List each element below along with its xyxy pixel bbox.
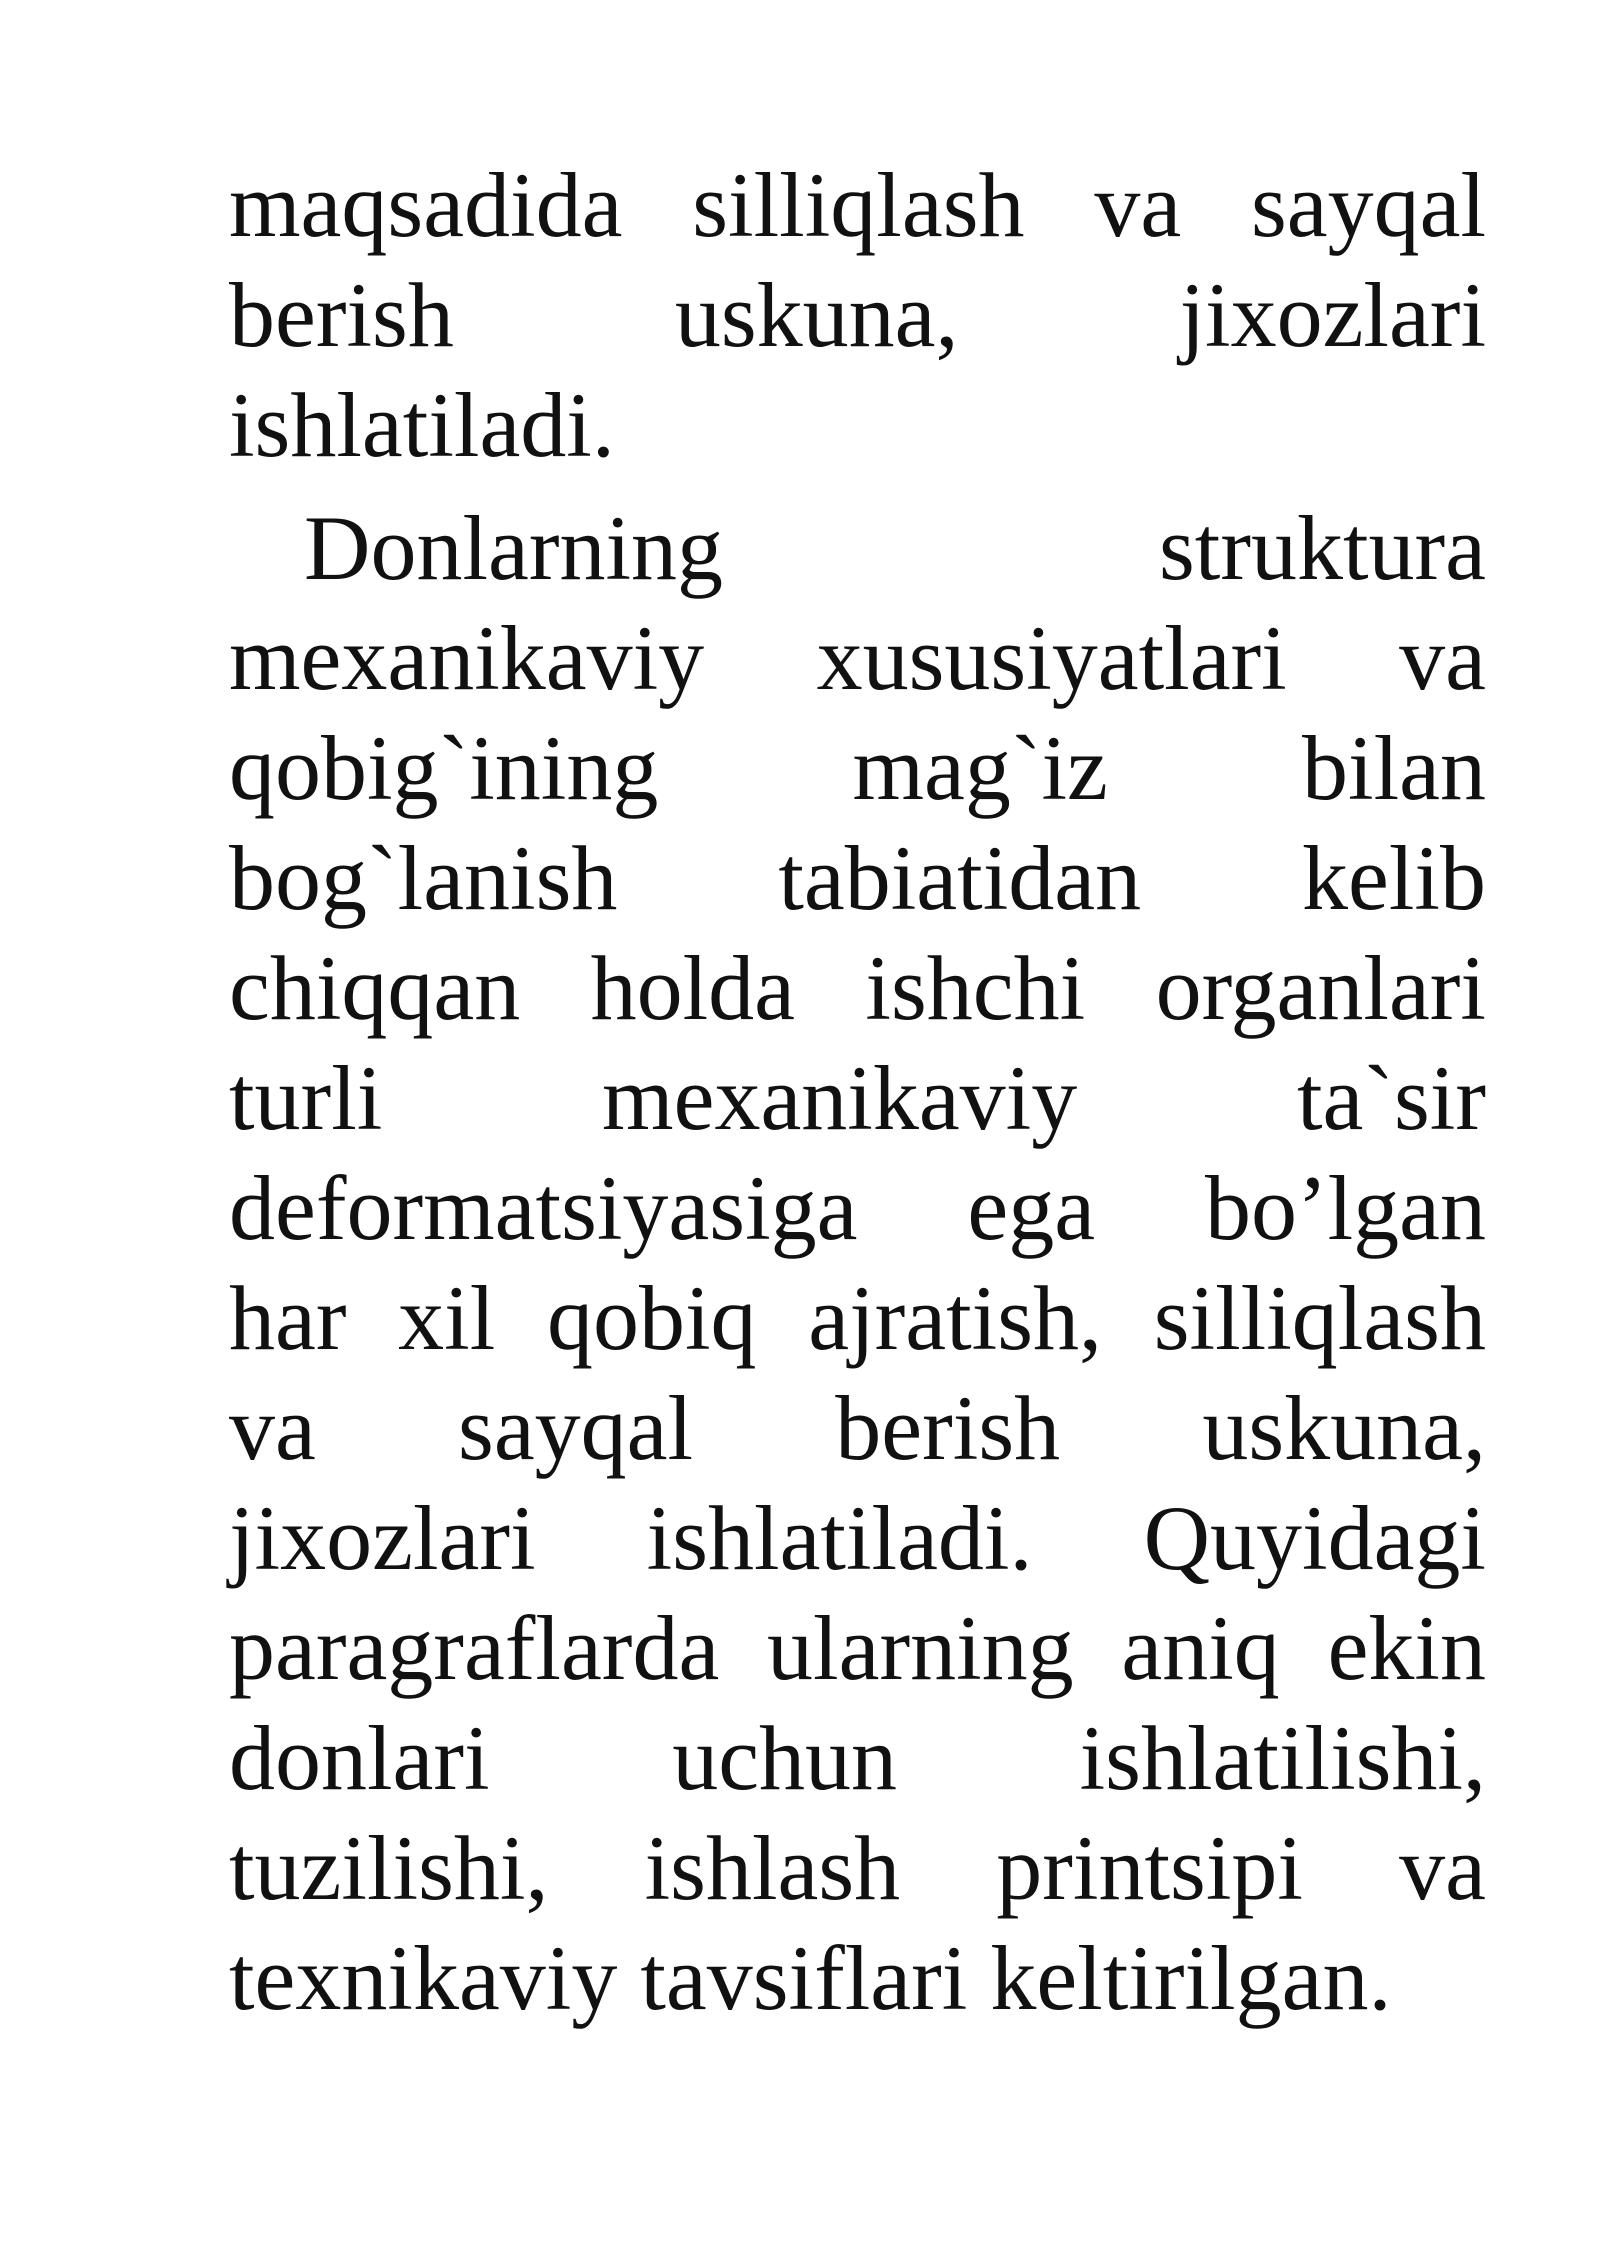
- word: mag`iz: [852, 717, 1108, 819]
- word: kelib: [1302, 827, 1486, 929]
- word: tuzilishi,: [229, 1817, 549, 1919]
- word: holda: [590, 937, 796, 1039]
- text-line: [229, 1923, 1486, 2033]
- text-line: [229, 1483, 1486, 1593]
- word: xil: [398, 1267, 496, 1369]
- word: va: [1094, 154, 1182, 256]
- word: jixozlari: [1179, 264, 1486, 366]
- word: uchun: [672, 1707, 898, 1809]
- word: mexanikaviy: [602, 1047, 1078, 1149]
- word: ishchi: [865, 937, 1086, 1039]
- word: uskuna,: [674, 264, 959, 366]
- text-line: [229, 603, 1486, 713]
- word: bo’lgan: [1204, 1157, 1486, 1259]
- word: deformatsiyasiga: [229, 1157, 858, 1259]
- word: xususiyatlari: [816, 607, 1287, 709]
- word: jixozlari: [229, 1487, 536, 1589]
- text-line: [229, 1813, 1486, 1923]
- line-text: texnikaviy tavsiflari keltirilgan.: [229, 1927, 1392, 2029]
- body-text: [229, 150, 1486, 2033]
- text-line: [229, 1593, 1486, 1703]
- text-line: [229, 933, 1486, 1043]
- text-line: [229, 1373, 1486, 1483]
- text-line: [229, 150, 1486, 260]
- word: berish: [229, 264, 454, 366]
- word: silliqlash: [1153, 1267, 1486, 1369]
- text-line: [229, 370, 1486, 480]
- text-line: [229, 1263, 1486, 1373]
- paragraph-gap: [229, 480, 1486, 493]
- word: chiqqan: [229, 937, 521, 1039]
- line-text: ishlatiladi.: [229, 374, 615, 476]
- word: sayqal: [458, 1377, 694, 1479]
- word: maqsadida: [229, 154, 623, 256]
- word: ajratish,: [808, 1267, 1103, 1369]
- word: va: [229, 1377, 316, 1479]
- word: bog`lanish: [229, 827, 618, 929]
- text-line: [229, 823, 1486, 933]
- word: turli: [229, 1047, 383, 1149]
- word: ishlatilishi,: [1079, 1707, 1486, 1809]
- word: Donlarning: [304, 497, 724, 599]
- word: organlari: [1155, 937, 1486, 1039]
- text-line: [229, 1703, 1486, 1813]
- word: printsipi: [996, 1817, 1303, 1919]
- paragraph: [229, 493, 1486, 2033]
- word: ekin: [1327, 1597, 1486, 1699]
- word: va: [1399, 607, 1486, 709]
- word: har: [229, 1267, 347, 1369]
- text-line: [229, 713, 1486, 823]
- word: berish: [835, 1377, 1061, 1479]
- word: qobig`ining: [229, 717, 659, 819]
- word: paragraflarda: [229, 1597, 720, 1699]
- text-line: [229, 1043, 1486, 1153]
- word: ega: [967, 1157, 1096, 1259]
- text-line: [229, 1153, 1486, 1263]
- text-line: [229, 493, 1486, 603]
- word: ishlatiladi.: [646, 1487, 1033, 1589]
- word: bilan: [1302, 717, 1486, 819]
- word: ta`sir: [1296, 1047, 1486, 1149]
- word: donlari: [229, 1707, 490, 1809]
- word: va: [1399, 1817, 1486, 1919]
- text-line: [229, 260, 1486, 370]
- word: tabiatidan: [778, 827, 1142, 929]
- word: struktura: [1158, 497, 1486, 599]
- word: ishlash: [644, 1817, 901, 1919]
- word: uskuna,: [1202, 1377, 1486, 1479]
- word: ularning: [767, 1597, 1074, 1699]
- word: aniq: [1121, 1597, 1280, 1699]
- word: qobiq: [546, 1267, 757, 1369]
- word: sayqal: [1250, 154, 1486, 256]
- word: Quyidagi: [1143, 1487, 1486, 1589]
- word: silliqlash: [692, 154, 1025, 256]
- word: mexanikaviy: [229, 607, 705, 709]
- paragraph: [229, 150, 1486, 480]
